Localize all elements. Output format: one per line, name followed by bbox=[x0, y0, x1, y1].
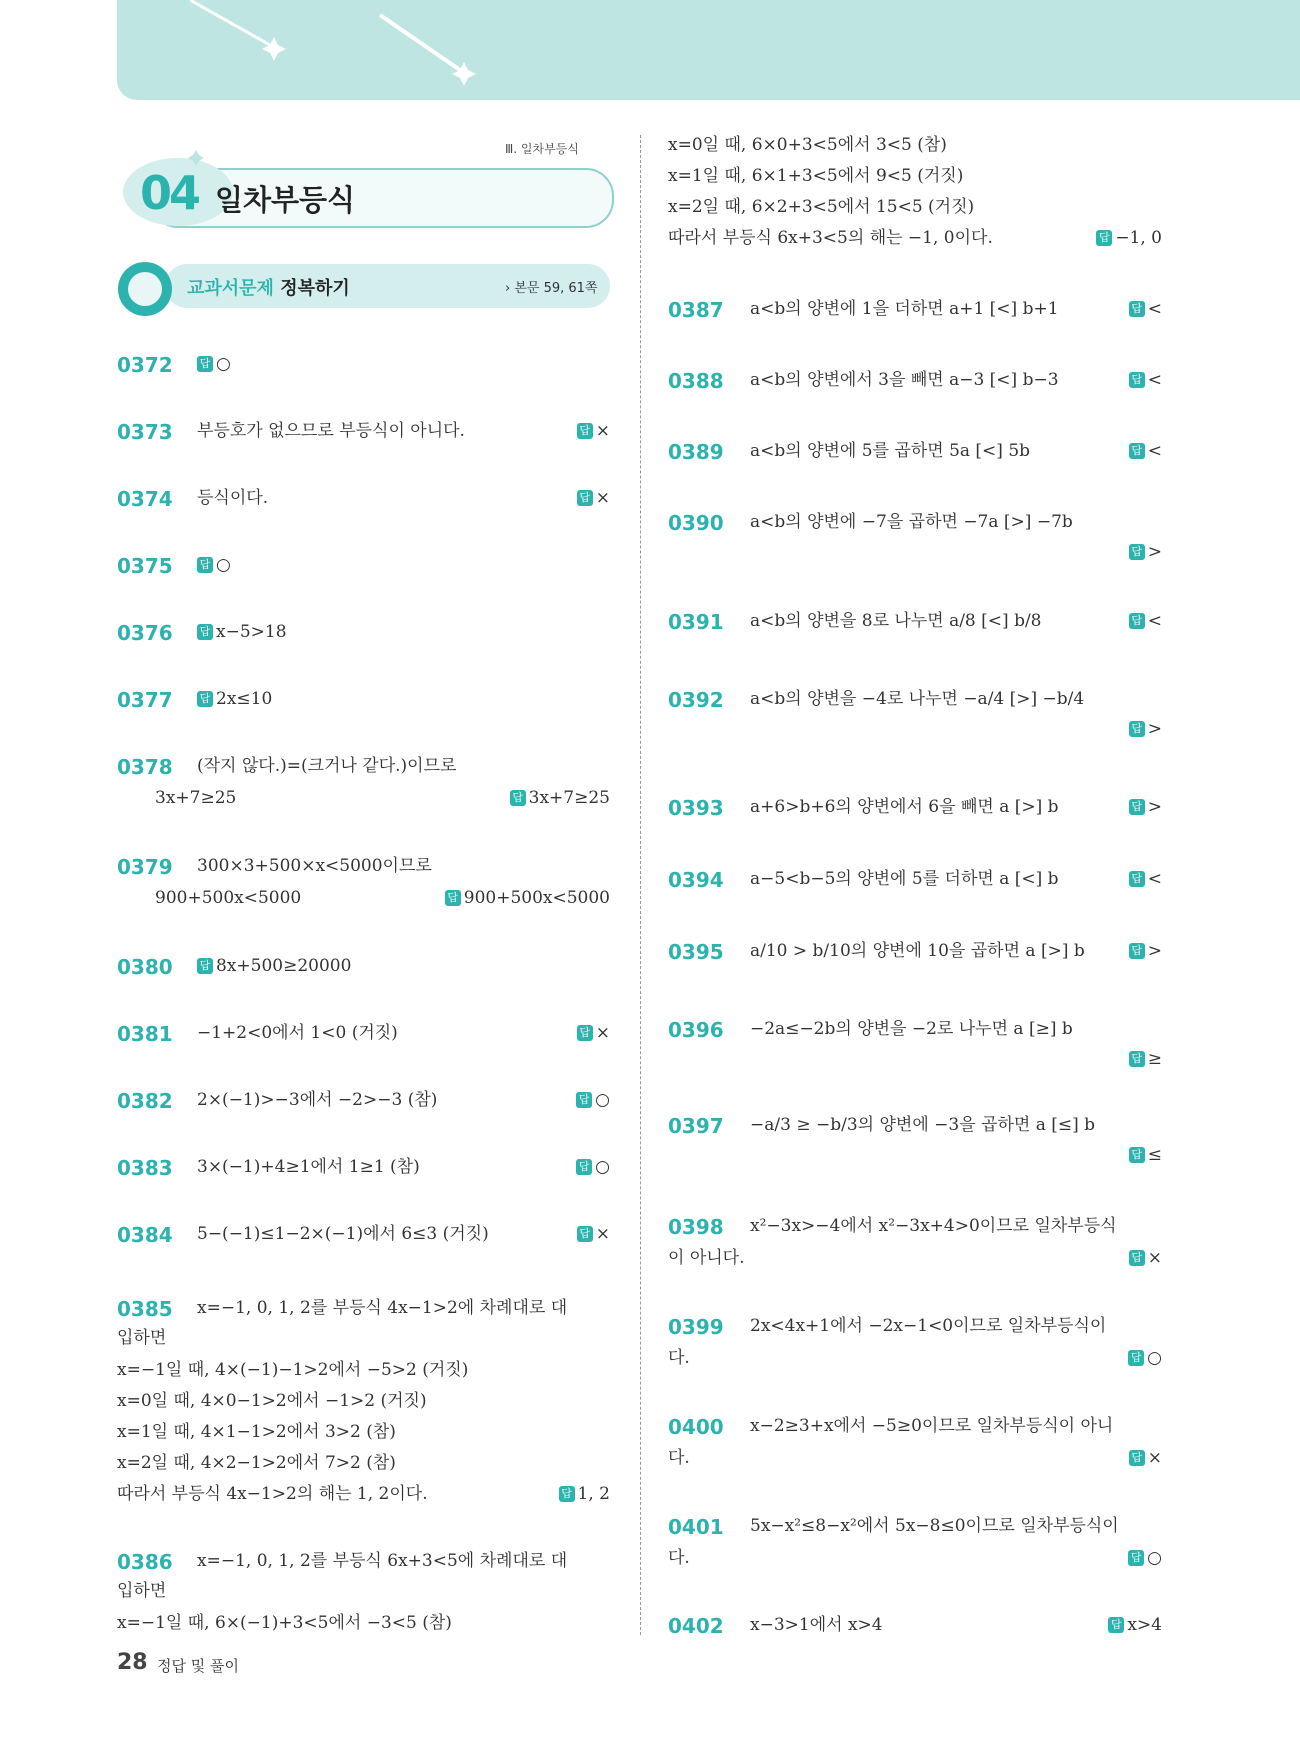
column-divider bbox=[640, 135, 641, 1635]
answer bbox=[1129, 1247, 1162, 1269]
problem-text: x−2≥3+x에서 −5≥0이므로 일차부등식이 아니 bbox=[750, 1416, 1114, 1436]
problem-text: 900+500x<5000 bbox=[155, 888, 302, 908]
answer-value: × bbox=[595, 488, 610, 508]
answer-value: −1, 0 bbox=[1115, 228, 1162, 248]
problem-number: 0401 bbox=[668, 1515, 724, 1539]
problem-text: x=−1일 때, 4×(−1)−1>2에서 −5>2 (거짓) bbox=[117, 1360, 469, 1380]
problem-number: 0379 bbox=[117, 855, 173, 879]
answer bbox=[1129, 369, 1162, 391]
problem-text: −2a≤−2b의 양변을 −2로 나누면 a [≥] b bbox=[750, 1019, 1073, 1039]
answer-tag-icon: 답 bbox=[576, 1092, 592, 1108]
answer bbox=[559, 1483, 610, 1505]
answer-value: ○ bbox=[216, 555, 231, 575]
problem-text: 등식이다. bbox=[197, 488, 269, 508]
problem-number: 0386 bbox=[117, 1550, 173, 1574]
problem-number: 0393 bbox=[668, 796, 724, 820]
problem-text: a+6>b+6의 양변에서 6을 빼면 a [>] b bbox=[750, 797, 1059, 817]
unit-label: Ⅲ. 일차부등식 bbox=[505, 142, 579, 156]
footer-label: 정답 및 풀이 bbox=[157, 1657, 239, 1675]
section-title-rest: 정복하기 bbox=[280, 278, 350, 299]
problem-text: x−3>1에서 x>4 bbox=[750, 1615, 883, 1635]
answer-value: > bbox=[1147, 797, 1162, 817]
problem-text: x=−1, 0, 1, 2를 부등식 4x−1>2에 차례대로 대 bbox=[197, 1298, 568, 1318]
problem-text: 입하면 bbox=[117, 1581, 167, 1601]
answer-tag-icon: 답 bbox=[1129, 721, 1145, 737]
answer-tag-icon: 답 bbox=[577, 1226, 593, 1242]
problem-text: x²−3x>−4에서 x²−3x+4>0이므로 일차부등식 bbox=[750, 1216, 1117, 1236]
answer-value: 2x≤10 bbox=[216, 689, 273, 709]
problem-number: 0387 bbox=[668, 298, 724, 322]
answer-tag-icon: 답 bbox=[576, 1159, 592, 1175]
answer-tag-icon: 답 bbox=[559, 1486, 575, 1502]
answer-value: ○ bbox=[595, 1090, 610, 1110]
problem-text: x=−1, 0, 1, 2를 부등식 6x+3<5에 차례대로 대 bbox=[197, 1551, 568, 1571]
problem-number: 0390 bbox=[668, 511, 724, 535]
answer-value: 8x+500≥20000 bbox=[216, 956, 352, 976]
problem-text: a/10 > b/10의 양변에 10을 곱하면 a [>] b bbox=[750, 941, 1085, 961]
problem-text: 다. bbox=[668, 1348, 690, 1368]
problem-text: (작지 않다.)=(크거나 같다.)이므로 bbox=[197, 756, 457, 776]
problem-text: −1+2<0에서 1<0 (거짓) bbox=[197, 1023, 398, 1043]
answer-tag-icon: 답 bbox=[1129, 1450, 1145, 1466]
answer bbox=[197, 955, 351, 977]
answer-tag-icon: 답 bbox=[197, 691, 213, 707]
answer bbox=[1129, 610, 1162, 632]
answer-value: < bbox=[1147, 869, 1162, 889]
answer-value: < bbox=[1147, 299, 1162, 319]
answer-value: < bbox=[1147, 611, 1162, 631]
answer-value: ≥ bbox=[1147, 1049, 1162, 1069]
problem-number: 0384 bbox=[117, 1223, 173, 1247]
problem-text: −a/3 ≥ −b/3의 양변에 −3을 곱하면 a [≤] b bbox=[750, 1115, 1096, 1135]
answer-tag-icon: 답 bbox=[197, 356, 213, 372]
answer-value: 900+500x<5000 bbox=[463, 888, 610, 908]
problem-number: 0373 bbox=[117, 420, 173, 444]
answer-value: < bbox=[1147, 441, 1162, 461]
section-title bbox=[187, 274, 350, 300]
answer-value: > bbox=[1147, 719, 1162, 739]
problem-text: 5−(−1)≤1−2×(−1)에서 6≤3 (거짓) bbox=[197, 1224, 489, 1244]
answer-value: ○ bbox=[1147, 1348, 1162, 1368]
problem-text: 3×(−1)+4≥1에서 1≥1 (참) bbox=[197, 1157, 420, 1177]
answer-tag-icon: 답 bbox=[1129, 943, 1145, 959]
problem-text: x=2일 때, 4×2−1>2에서 7>2 (참) bbox=[117, 1453, 396, 1473]
problem-number: 0375 bbox=[117, 554, 173, 578]
problem-text: 5x−x²≤8−x²에서 5x−8≤0이므로 일차부등식이 bbox=[750, 1516, 1119, 1536]
answer bbox=[1129, 718, 1162, 740]
problem-text: 다. bbox=[668, 1548, 690, 1568]
answer-tag-icon: 답 bbox=[577, 1025, 593, 1041]
answer-tag-icon: 답 bbox=[1129, 1051, 1145, 1067]
answer-tag-icon: 답 bbox=[445, 890, 461, 906]
answer-value: × bbox=[1147, 1248, 1162, 1268]
answer-value: × bbox=[595, 1023, 610, 1043]
page-number: 28 bbox=[117, 1650, 148, 1675]
answer-value: > bbox=[1147, 941, 1162, 961]
answer bbox=[576, 1089, 610, 1111]
answer-value: × bbox=[1147, 1448, 1162, 1468]
problem-text: a−5<b−5의 양변에 5를 더하면 a [<] b bbox=[750, 869, 1059, 889]
answer-value: ≤ bbox=[1147, 1145, 1162, 1165]
answer-tag-icon: 답 bbox=[1129, 1250, 1145, 1266]
problem-number: 0381 bbox=[117, 1022, 173, 1046]
chapter-number: 04 bbox=[140, 166, 199, 220]
problem-number: 0389 bbox=[668, 440, 724, 464]
answer bbox=[1128, 1347, 1162, 1369]
answer-tag-icon: 답 bbox=[1128, 1550, 1144, 1566]
answer-value: 1, 2 bbox=[577, 1484, 610, 1504]
answer bbox=[1129, 1447, 1162, 1469]
answer-value: x>4 bbox=[1127, 1615, 1162, 1635]
problem-number: 0380 bbox=[117, 955, 173, 979]
answer-value: x−5>18 bbox=[216, 622, 287, 642]
answer bbox=[197, 353, 231, 375]
problem-number: 0399 bbox=[668, 1315, 724, 1339]
answer bbox=[1129, 868, 1162, 890]
answer bbox=[445, 887, 610, 909]
problem-number: 0396 bbox=[668, 1018, 724, 1042]
answer-tag-icon: 답 bbox=[1129, 301, 1145, 317]
problem-text: x=−1일 때, 6×(−1)+3<5에서 −3<5 (참) bbox=[117, 1613, 452, 1633]
problem-text: a<b의 양변에 −7을 곱하면 −7a [>] −7b bbox=[750, 512, 1073, 532]
answer-tag-icon: 답 bbox=[197, 958, 213, 974]
problem-text: x=0일 때, 6×0+3<5에서 3<5 (참) bbox=[668, 135, 947, 155]
problem-number: 0394 bbox=[668, 868, 724, 892]
answer-tag-icon: 답 bbox=[1129, 613, 1145, 629]
problem-text: 300×3+500×x<5000이므로 bbox=[197, 856, 432, 876]
answer-value: > bbox=[1147, 542, 1162, 562]
answer bbox=[576, 1156, 610, 1178]
problem-number: 0398 bbox=[668, 1215, 724, 1239]
answer-value: ○ bbox=[1147, 1548, 1162, 1568]
answer bbox=[197, 621, 287, 643]
answer bbox=[577, 1022, 610, 1044]
answer-value: ○ bbox=[595, 1157, 610, 1177]
problem-number: 0395 bbox=[668, 940, 724, 964]
problem-number: 0378 bbox=[117, 755, 173, 779]
problem-text: a<b의 양변에 1을 더하면 a+1 [<] b+1 bbox=[750, 299, 1059, 319]
answer-tag-icon: 답 bbox=[197, 624, 213, 640]
problem-number: 0397 bbox=[668, 1114, 724, 1138]
answer-tag-icon: 답 bbox=[577, 490, 593, 506]
answer-tag-icon: 답 bbox=[1096, 230, 1112, 246]
problem-number: 0374 bbox=[117, 487, 173, 511]
answer bbox=[1129, 1048, 1162, 1070]
answer-tag-icon: 답 bbox=[1129, 372, 1145, 388]
problem-text: x=2일 때, 6×2+3<5에서 15<5 (거짓) bbox=[668, 197, 975, 217]
answer bbox=[197, 554, 231, 576]
answer-tag-icon: 답 bbox=[510, 790, 526, 806]
problem-number: 0382 bbox=[117, 1089, 173, 1113]
answer bbox=[510, 787, 610, 809]
problem-number: 0383 bbox=[117, 1156, 173, 1180]
answer bbox=[577, 420, 610, 442]
problem-number: 0402 bbox=[668, 1614, 724, 1638]
answer-tag-icon: 답 bbox=[1129, 799, 1145, 815]
answer-tag-icon: 답 bbox=[1129, 871, 1145, 887]
problem-text: a<b의 양변에서 3을 빼면 a−3 [<] b−3 bbox=[750, 370, 1059, 390]
answer bbox=[1129, 1144, 1162, 1166]
answer-value: < bbox=[1147, 370, 1162, 390]
problem-text: a<b의 양변을 −4로 나누면 −a/4 [>] −b/4 bbox=[750, 689, 1085, 709]
answer bbox=[1096, 227, 1162, 249]
answer bbox=[1129, 940, 1162, 962]
answer bbox=[1108, 1614, 1162, 1636]
answer-value: × bbox=[595, 421, 610, 441]
problem-text: 입하면 bbox=[117, 1328, 167, 1348]
problem-number: 0372 bbox=[117, 353, 173, 377]
answer bbox=[577, 1223, 610, 1245]
section-mascot-icon bbox=[118, 262, 172, 316]
answer-tag-icon: 답 bbox=[1129, 443, 1145, 459]
problem-text: 다. bbox=[668, 1448, 690, 1468]
answer bbox=[1129, 541, 1162, 563]
answer bbox=[1128, 1547, 1162, 1569]
shooting-star-icon bbox=[190, 0, 480, 90]
problem-text: x=1일 때, 4×1−1>2에서 3>2 (참) bbox=[117, 1422, 396, 1442]
answer-value: 3x+7≥25 bbox=[528, 788, 610, 808]
section-title-accent: 교과서문제 bbox=[187, 278, 274, 299]
problem-text: x=0일 때, 4×0−1>2에서 −1>2 (거짓) bbox=[117, 1391, 427, 1411]
problem-number: 0385 bbox=[117, 1297, 173, 1321]
problem-text: 2x<4x+1에서 −2x−1<0이므로 일차부등식이 bbox=[750, 1316, 1107, 1336]
answer-value: × bbox=[595, 1224, 610, 1244]
answer-tag-icon: 답 bbox=[577, 423, 593, 439]
problem-text: x=1일 때, 6×1+3<5에서 9<5 (거짓) bbox=[668, 166, 964, 186]
answer bbox=[1129, 796, 1162, 818]
problem-number: 0377 bbox=[117, 688, 173, 712]
problem-text: 부등호가 없으므로 부등식이 아니다. bbox=[197, 421, 465, 441]
problem-text: 3x+7≥25 bbox=[155, 788, 237, 808]
chapter-title: 일차부등식 bbox=[215, 183, 356, 217]
answer-tag-icon: 답 bbox=[1129, 1147, 1145, 1163]
problem-number: 0376 bbox=[117, 621, 173, 645]
answer-tag-icon: 답 bbox=[1128, 1350, 1144, 1366]
section-ref: › 본문 59, 61쪽 bbox=[505, 281, 598, 296]
problem-text: 따라서 부등식 6x+3<5의 해는 −1, 0이다. bbox=[668, 228, 993, 248]
problem-number: 0388 bbox=[668, 369, 724, 393]
answer-value: ○ bbox=[216, 354, 231, 374]
answer bbox=[577, 487, 610, 509]
answer-tag-icon: 답 bbox=[1129, 544, 1145, 560]
problem-text: 2×(−1)>−3에서 −2>−3 (참) bbox=[197, 1090, 438, 1110]
problem-text: a<b의 양변에 5를 곱하면 5a [<] 5b bbox=[750, 441, 1031, 461]
problem-text: 이 아니다. bbox=[668, 1248, 745, 1268]
answer-tag-icon: 답 bbox=[1108, 1617, 1124, 1633]
answer bbox=[1129, 440, 1162, 462]
problem-number: 0391 bbox=[668, 610, 724, 634]
problem-number: 0392 bbox=[668, 688, 724, 712]
answer bbox=[1129, 298, 1162, 320]
problem-text: 따라서 부등식 4x−1>2의 해는 1, 2이다. bbox=[117, 1484, 428, 1504]
problem-text: a<b의 양변을 8로 나누면 a/8 [<] b/8 bbox=[750, 611, 1042, 631]
answer-tag-icon: 답 bbox=[197, 557, 213, 573]
problem-number: 0400 bbox=[668, 1415, 724, 1439]
answer bbox=[197, 688, 272, 710]
